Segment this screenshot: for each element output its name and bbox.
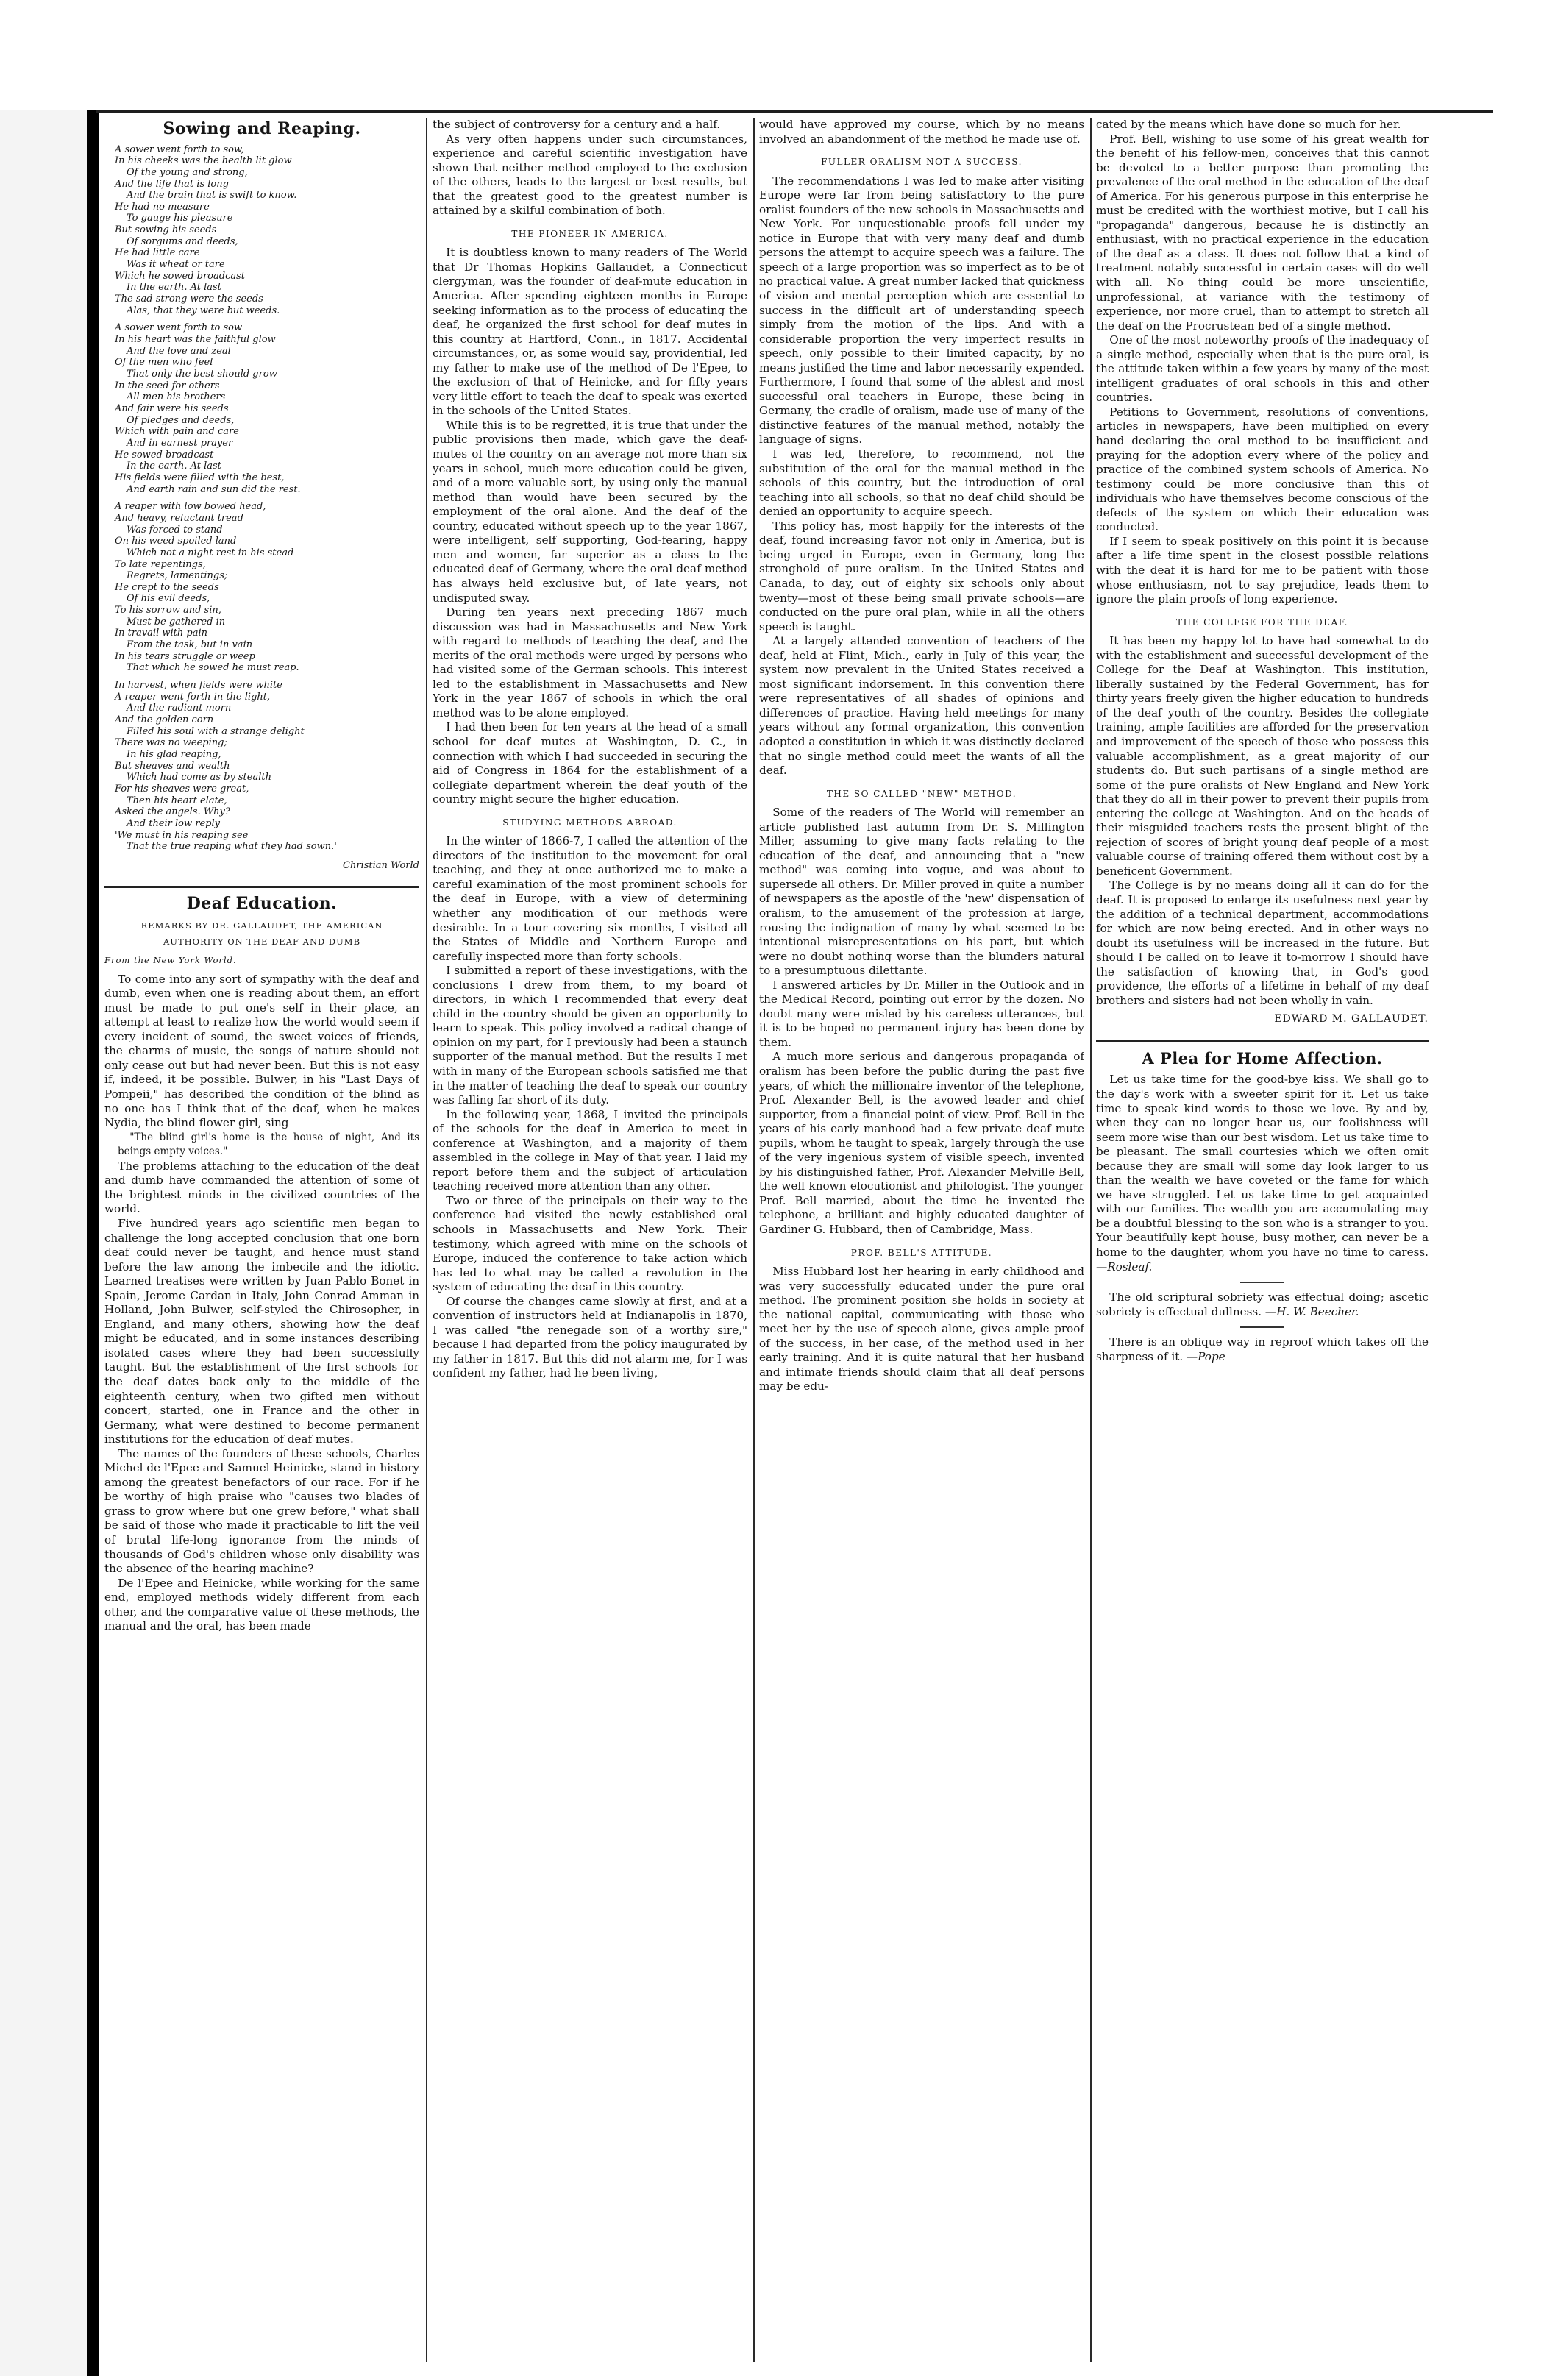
paragraph: While this is to be regretted, it is true that under the public provisions then made, which gave the deaf-mutes of the country on an average not more than six years in school, much more education could be given, and of a more valuable sort, by using only the manual method than would have been secured by the employment of the oral alone. And the deaf of the country, educated without speech up to the year 1867, were intelligent, self supporting, God-fearing, happy men and women, far superior as a class to the educated deaf of Germany, where the oral deaf method has always held exclusive but, of late years, not undisputed sway. [433, 418, 747, 605]
poem-stanza [104, 501, 419, 674]
poem-line: In his cheeks was the health lit glow [115, 155, 292, 167]
poem-stanza [104, 322, 419, 495]
section-heading-pioneer: THE PIONEER IN AMERICA. [511, 228, 669, 239]
signature: EDWARD M. GALLAUDET. [1274, 1013, 1429, 1026]
column-rule [1090, 118, 1092, 2362]
article2-title: A Plea for Home Affection. [1142, 1048, 1383, 1068]
paragraph: It is doubtless known to many readers of The World that Dr Thomas Hopkins Gallaudet, a Connecticut clergyman, was the founder of deaf-mute education in America. After spending eighteen months in Europe seeking information as to the process of educating the deaf, he organized the first school for deaf mutes in this country at Hartford, Conn., in 1817. Accidental circumstances, or, as some would say, providential, led my father to make use of the method of De l'Epee, to the exclusion of that of Heinicke, and for fifty years very little effort to teach the deaf to speak was exerted in the schools of the United States. [433, 246, 747, 418]
poem-line: He crept to the seeds [115, 581, 219, 593]
poem-line: And the golden corn [115, 714, 214, 726]
separator [1240, 1282, 1284, 1283]
page-edge [0, 110, 87, 2376]
paragraph: One of the most noteworthy proofs of the inadequacy of a single method, especially when that is the pure oral, is the attitude taken within a few years by many of the most intelligent graduates of oral schools in this and other countries. [1096, 333, 1429, 405]
poem-line: Which with pain and care [115, 426, 239, 438]
poem-line: On his weed spoiled land [115, 536, 237, 547]
paragraph: "The blind girl's home is the house of night, And its beings empty voices." [118, 1131, 419, 1158]
column-1 [104, 118, 419, 2369]
paragraph: Of course the changes came slowly at first, and at a convention of instructors held at Indianapolis in 1870, I was called "the renegade son of a worthy sire," because I had departed from the policy inaugurated by my father in 1817. But this did not alarm me, for I was confident my father, had he been living, [433, 1294, 747, 1380]
poem-line: Of the men who feel [115, 357, 213, 369]
poem-line: A sower went forth to sow, [115, 143, 244, 155]
quote1-text: The old scriptural sobriety was effectual doing; ascetic sobriety is effectual dullness. [1096, 1290, 1429, 1318]
poem-line: There was no weeping; [115, 737, 227, 749]
poem-credit: Christian World [343, 859, 419, 871]
poem-line: His fields were filled with the best, [115, 472, 285, 483]
paragraph: The recommendations I was led to make after visiting Europe were far from being satisfactory to the pure oralist founders of the new schools in Massachusetts and New York. For unquestionable proofs fell under my notice in Europe that with very many deaf and dumb persons the attempt to acquire speech was a failure. The speech of a large proportion was so imperfect as to be of no practical value. A great number lacked that quickness of vision and mental perception which are essential to success in the difficult art of understanding speech simply from the motion of the lips. And with a considerable proportion the very imperfect results in speech, only possible to their limited capacity, by no means justified the time and labor necessarily expended. Furthermore, I found that some of the ablest and most successful oral teachers in Europe, these being in Germany, the cradle of oralism, made use of many of the distinctive features of the manual method, notably the language of signs. [759, 174, 1084, 447]
quote1-credit: —H. W. Beecher. [1264, 1304, 1359, 1318]
poem-line: That only the best should grow [127, 369, 277, 380]
poem-line: Was forced to stand [127, 524, 223, 536]
section-heading-college: THE COLLEGE FOR THE DEAF. [1176, 617, 1348, 628]
binding-edge [87, 110, 99, 2376]
poem-line: Alas, that they were but weeds. [127, 305, 280, 316]
paragraph: the subject of controversy for a century and a half. [433, 118, 721, 131]
studying-section [433, 834, 747, 1381]
quote2-credit: —Pope [1187, 1349, 1225, 1363]
poem-line: But sowing his seeds [115, 224, 217, 236]
poem-line: He had no measure [115, 201, 210, 213]
college-section [1096, 634, 1429, 1008]
article2-text: Let us take time for the good-bye kiss. We shall go to the day's work with a sweeter spirit for it. Let us take time to speak kind words to those we love. By and by, when they can no longer hear us, our foolishness will seem more wise than our best wisdom. Let us take time to be pleasant. The small courtesies which we often omit because they are small will some day look larger to us than the wealth we have coveted or the fame for which we have struggled. Let us take time to get acquainted with our families. The wealth you are accumulating may be a doubtful blessing to the son who is a stranger to you. Your beautifully kept house, busy mother, can never be a home to the daughter, whom you have no time to caress. [1096, 1073, 1429, 1260]
paragraph: A much more serious and dangerous propaganda of oralism has been before the public during the past five years, of which the millionaire inventor of the telephone, Prof. Alexander Bell, is the avowed leader and chief supporter, from a financial point of view. Prof. Bell in the years of his early manhood had a few private deaf mute pupils, whom he taught to speak, largely through the use of the very ingenious system of visible speech, invented by his distinguished father, Prof. Alexander Melville Bell, the well known elocutionist and philologist. The younger Prof. Bell married, about the time he invented the telephone, a brilliant and highly educated daughter of Gardiner G. Hubbard, then of Cambridge, Mass. [759, 1050, 1084, 1237]
poem-line: But sheaves and wealth [115, 760, 230, 772]
paragraph: As very often happens under such circumstances, experience and careful scientific investigation have shown that neither method employed to the exclusion of the others, leads to the largest or best results, but that the greatest good to the greatest number is attained by a skilful combination of both. [433, 132, 747, 218]
paragraph: Miss Hubbard lost her hearing in early childhood and was very successfully educated under the pure oral method. The prominent position she holds in society at the national capital, communicating with those who meet her by the use of speech alone, gives ample proof of the success, in her case, of the method used in her early training. And it is quite natural that her husband and intimate friends should claim that all deaf persons may be edu- [759, 1265, 1084, 1393]
paragraph: I submitted a report of these investigations, with the conclusions I drew from them, to my board of directors, in which I recommended that every deaf child in the country should be given an opportunity to learn to speak. This policy involved a radical change of opinion on my part, for I previously had been a staunch supporter of the manual method. But the results I met with in many of the European schools satisfied me that in the matter of teaching the deaf to speak our country was falling far short of its duty. [433, 964, 747, 1107]
poem-line: Of the young and strong, [127, 166, 248, 178]
section-heading-new-method: THE SO CALLED "NEW" METHOD. [826, 788, 1017, 799]
paragraph: Petitions to Government, resolutions of conventions, articles in newspapers, have been multiplied on every hand declaring the oral method to be insufficient and praying for the adoption every where of the policy and practice of the combined system schools of America. No testimony could be more conclusive than this of individuals who have themselves become conscious of the defects of the system on which their education was conducted. [1096, 405, 1429, 534]
fuller-section [759, 174, 1084, 778]
paragraph: In the following year, 1868, I invited the principals of the schools for the deaf in America to meet in conference at Washington, and a majority of them assembled in the college in May of that year. I laid my report before them and the subject of articulation teaching received more attention than any other. [433, 1107, 747, 1193]
paragraph: Some of the readers of The World will remember an article published last autumn from Dr. S. Millington Miller, assuming to give many facts relating to the education of the deaf, and announcing that a "new method" was coming into vogue, and was about to supersede all others. Dr. Miller proved in quite a number of newspapers as the apostle of the 'new' dispensation of oralism, to the amusement of the profession at large, rousing the indignation of many by what seemed to be intentional misrepresentations on his part, but which were no doubt nothing worse than the blunders natural to a presumptuous dilettante. [759, 806, 1084, 978]
poem-line: In travail with pain [115, 628, 207, 639]
poem-line: For his sheaves were great, [115, 783, 249, 795]
poem-line: Must be gathered in [127, 616, 226, 628]
poem-line: And the brain that is swift to know. [127, 190, 297, 202]
poem-line: A reaper went forth in the light, [115, 691, 271, 703]
poem-line: To his sorrow and sin, [115, 605, 221, 617]
column-2 [433, 118, 747, 2369]
poem-line: To gauge his pleasure [127, 213, 233, 224]
quote2-text: There is an oblique way in reproof which takes off the sharpness of it. [1096, 1335, 1429, 1363]
poem-line: To late repentings, [115, 558, 206, 570]
paragraph: In the winter of 1866-7, I called the attention of the directors of the institution to the movement for oral teaching, and they at once authorized me to make a careful examination of the most prominent schools for the deaf in Europe, with a view of determining whether any modification of our methods were desirable. In a tour covering six months, I visited all the States of Middle and Northern Europe and carefully inspected more than forty schools. [433, 834, 747, 963]
paragraph: At a largely attended convention of teachers of the deaf, held at Flint, Mich., early in July of this year, the system now prevalent in the United States received a most significant indorsement. In this convention there were representatives of all shades of opinions and differences of practice. Having held meetings for many years without any formal organization, this convention adopted a constitution in which it was distinctly declared that no single method could meet the wants of all the deaf. [759, 634, 1084, 778]
poem-line: And the life that is long [115, 178, 229, 190]
article-subtitle-2: AUTHORITY ON THE DEAF AND DUMB [163, 936, 361, 947]
new-method-section [759, 806, 1084, 1237]
paragraph: Five hundred years ago scientific men began to challenge the long accepted conclusion that one born deaf could never be taught, and hence must stand before the law among the imbecile and the idiotic. Learned treatises were written by Juan Pablo Bonet in Spain, Jerome Cardan in Italy, John Conrad Amman in Holland, John Bulwer, self-styled the Chirosopher, in England, and many others, showing how the deaf might be educated, and in some instances describing isolated cases where they had been successfully taught. But the establishment of the first schools for the deaf dates back only to the middle of the eighteenth century, when two gifted men without concert, started, one in France and the other in Germany, what were destined to become permanent institutions for the education of deaf mutes. [104, 1216, 419, 1446]
paragraph: would have approved my course, which by no means involved an abandonment of the method he made use of. [759, 118, 1084, 146]
article-body-col1 [104, 973, 419, 1634]
poem-line: The sad strong were the seeds [115, 294, 263, 305]
poem-line: He had little care [115, 247, 200, 259]
paragraph: The College is by no means doing all it can do for the deaf. It is proposed to enlarge its usefulness next year by the addition of a technical department, accommodations for which are now being erected. And in other ways no doubt its usefulness will be increased in the future. But should I be called on to leave it to-morrow I should have the satisfaction of knowing that, in God's good providence, the efforts of a lifetime in behalf of my deaf brothers and sisters had not been wholly in vain. [1096, 878, 1429, 1007]
paragraph: This policy has, most happily for the interests of the deaf, found increasing favor not only in America, but is being urged in Europe, even in Germany, long the stronghold of pure oralism. In the United States and Canada, to day, out of eighty six schools only about twenty—most of these being small private schools—are conducted on the pure oral plan, while in all the others speech is taught. [759, 519, 1084, 633]
poem-line: And heavy, reluctant tread [115, 512, 243, 524]
poem-line: 'We must in his reaping see [115, 829, 249, 841]
article-title: Deaf Education. [186, 894, 338, 914]
article-subtitle: REMARKS BY DR. GALLAUDET, THE AMERICAN [140, 920, 383, 931]
poem-line: And in earnest prayer [127, 437, 233, 449]
poem-line: That the true reaping what they had sown.' [127, 841, 337, 853]
column-rule [426, 118, 427, 2362]
pioneer-section [433, 246, 747, 806]
poem-line: Of his evil deeds, [127, 593, 210, 605]
section-divider [104, 886, 419, 888]
quote1 [1096, 1290, 1429, 1319]
poem-line: Of pledges and deeds, [127, 414, 235, 426]
paragraph: If I seem to speak positively on this point it is because after a life time spent in the closest possible relations with the deaf it is hard for me to be patient with those whose enthusiasm, not to say prejudice, leads them to ignore the plain proofs of long experience. [1096, 534, 1429, 606]
poem-line: In his tears struggle or weep [115, 650, 255, 662]
article-body-col3 [759, 118, 1084, 146]
poem-line: In his glad reaping, [127, 749, 221, 761]
poem-line: A reaper with low bowed head, [115, 501, 266, 513]
top-rule [96, 110, 1493, 113]
poem-line: Asked the angels. Why? [115, 806, 230, 818]
poem-line: Which not a night rest in his stead [127, 547, 294, 558]
article-body-col4 [1096, 118, 1429, 607]
section-heading-bell: PROF. BELL'S ATTITUDE. [850, 1247, 993, 1258]
poem-line: Which he sowed broadcast [115, 270, 246, 282]
section-heading-studying: STUDYING METHODS ABROAD. [502, 817, 677, 828]
article-body-col2 [433, 118, 747, 219]
poem-line: That which he sowed he must reap. [127, 662, 299, 674]
separator [1240, 1326, 1284, 1328]
poem-stanza [104, 680, 419, 853]
quote2 [1096, 1335, 1429, 1364]
paragraph: cated by the means which have done so much for her. [1096, 118, 1401, 131]
paragraph: The names of the founders of these schools, Charles Michel de l'Epee and Samuel Heinicke, stand in history among the greatest benefactors of our race. For if he be worthy of high praise who "causes two blades of grass to grow where but one grew before," what shall be said of those who made it practicable to lift the veil of brutal life-long ignorance from the minds of thousands of God's children whose only disability was the absence of the hearing machine? [104, 1446, 419, 1576]
column-4 [1096, 118, 1429, 2369]
poem-line: From the task, but in vain [127, 639, 253, 651]
paragraph: Two or three of the principals on their way to the conference had visited the newly established oral schools in Massachusetts and New York. Their testimony, which agreed with mine on the schools of Europe, induced the conference to take action which has led to what may be called a revolution in the system of educating the deaf in this country. [433, 1193, 747, 1294]
section-divider [1096, 1040, 1429, 1042]
poem-line: In the seed for others [115, 380, 220, 391]
poem-line: Which had come as by stealth [127, 772, 271, 784]
poem-line: In the earth. At last [127, 461, 221, 472]
poem-line: Filled his soul with a strange delight [127, 725, 305, 737]
poem-line: In the earth. At last [127, 282, 221, 294]
article-source: From the New York World. [104, 955, 237, 966]
poem-title: Sowing and Reaping. [163, 119, 361, 138]
paragraph: To come into any sort of sympathy with the deaf and dumb, even when one is reading about them, an effort must be made to put one's self in their place, an attempt at least to realize how the world would seem if every incident of sound, the sweet voices of friends, the charms of music, the songs of nature should not only cease out but had never been. But this is not easy if, indeed, it be possible. Bulwer, in his "Last Days of Pompeii," has described the condition of the blind as no one has I think that of the deaf, when he makes Nydia, the blind flower girl, sing [104, 972, 419, 1130]
article2-credit: —Rosleaf. [1096, 1260, 1153, 1274]
poem-line: In his heart was the faithful glow [115, 334, 276, 346]
poem-line: A sower went forth to sow [115, 322, 243, 334]
paragraph: During ten years next preceding 1867 much discussion was had in Massachusetts and New York with regard to methods of teaching the deaf, and the merits of the oral methods were urged by persons who had visited some of the German schools. This interest led to the establishment in Massachusetts and New York in the year 1867 of schools in which the oral method was to be alone employed. [433, 605, 747, 720]
poem-line: And fair were his seeds [115, 402, 229, 414]
paragraph: Prof. Bell, wishing to use some of his great wealth for the benefit of his fellow-men, conceives that this cannot be devoted to a better purpose than promoting the prevalence of the oral method in the education of the deaf of America. For his generous purpose in this enterprise he must be credited with the worthiest motive, but I call his "propaganda" dangerous, because he is distinctly an enthusiast, with no practical experience in the education of the deaf as a class. It does not follow that a kind of treatment notably successful in certain cases will do well with all. No thing could be more unscientific, unprofessional, at variance with the testimony of experience, nor more cruel, than to attempt to stretch all the deaf on the Procrustean bed of a single method. [1096, 132, 1429, 333]
poem-line: And their low reply [127, 817, 220, 829]
poem-line: All men his brothers [127, 391, 226, 403]
article2-body [1096, 1073, 1429, 1274]
poem-line: Then his heart elate, [127, 795, 227, 806]
section-heading-fuller: FULLER ORALISM NOT A SUCCESS. [821, 157, 1022, 168]
column-rule [753, 118, 755, 2362]
column-3 [759, 118, 1084, 2369]
paragraph: It has been my happy lot to have had somewhat to do with the establishment and successful development of the College for the Deaf at Washington. This institution, liberally sustained by the Federal Government, has for thirty years freely given the higher education to hundreds of the deaf youth of the country. Besides the collegiate training, ample facilities are afforded for the preservation and improvement of the speech of those who possess this valuable accomplishment, as a great majority of our students do. But such partisans of a single method are some of the pure oralists of New England and New York that they do all in their power to prevent their pupils from entering the college at Washington. And on the heads of their misguided teachers rests the present blight of the rejection of scores of bright young deaf people of a most valuable course of training offered them without cost by a beneficent Government. [1096, 634, 1429, 878]
poem-line: And the love and zeal [127, 345, 231, 357]
poem-line: Of sorgums and deeds, [127, 235, 238, 247]
poem-line: Was it wheat or tare [127, 259, 225, 271]
paragraph: I answered articles by Dr. Miller in the Outlook and in the Medical Record, pointing out error by the dozen. No doubt many were misled by his careless utterances, but it is to be hoped no permanent injury has been done by them. [759, 978, 1084, 1049]
poem-line: And the radiant morn [127, 703, 232, 714]
poem-line: Regrets, lamentings; [127, 570, 228, 582]
paragraph: I had then been for ten years at the head of a small school for deaf mutes at Washington, D. C., in connection with which I had succeeded in securing the aid of Congress in 1864 for the establishment of a collegiate department wherein the deaf youth of the country might secure the higher education. [433, 720, 747, 806]
poem-line: And earth rain and sun did the rest. [127, 483, 301, 495]
paragraph: De l'Epee and Heinicke, while working for the same end, employed methods widely different from each other, and the comparative value of these methods, the manual and the oral, has been made [104, 1576, 419, 1633]
poem-stanza [104, 144, 419, 317]
paragraph: The problems attaching to the education of the deaf and dumb have commanded the attention of some of the brightest minds in the civilized countries of the world. [104, 1159, 419, 1216]
paragraph: I was led, therefore, to recommend, not the substitution of the oral for the manual method in the schools of this country, but the introduction of oral teaching into all schools, so that no deaf child should be denied an opportunity to acquire speech. [759, 447, 1084, 519]
poem [104, 144, 419, 853]
poem-line: In harvest, when fields were white [115, 680, 282, 692]
poem-line: He sowed broadcast [115, 449, 214, 461]
bell-section [759, 1265, 1084, 1394]
